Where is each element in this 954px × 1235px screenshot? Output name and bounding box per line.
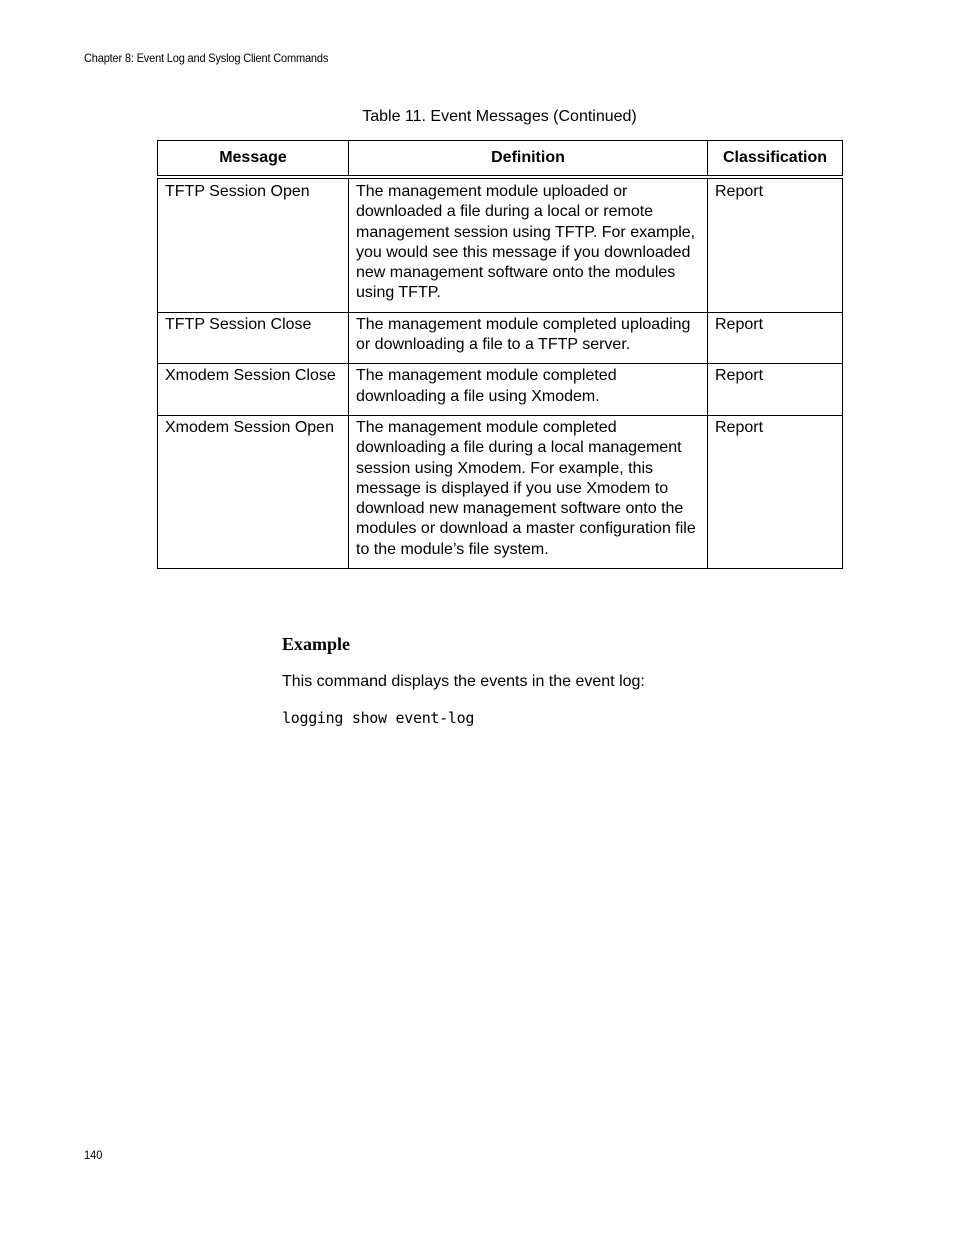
cell-message: TFTP Session Close [158,312,349,364]
cell-classification: Report [708,415,843,568]
cell-definition: The management module completed downloading a file using Xmodem. [349,364,708,416]
column-header-classification: Classification [708,141,843,178]
table-header-row [158,141,843,178]
table-caption: Table 11. Event Messages (Continued) [362,108,637,125]
cell-message: Xmodem Session Open [158,415,349,568]
table-row [158,177,843,312]
table-row [158,312,843,364]
example-heading: Example [282,634,351,654]
cell-definition: The management module completed downloading a file during a local management session using Xmodem. For example, this message is displayed if you use Xmodem to download new management software onto the modules or download a master configuration file to the module’s file system. [349,415,708,568]
column-header-message: Message [158,141,349,178]
column-header-definition: Definition [349,141,708,178]
cell-classification: Report [708,177,843,312]
cell-message: TFTP Session Open [158,177,349,312]
example-description: This command displays the events in the event log: [282,673,645,690]
table-row [158,364,843,416]
command-example: logging show event-log [282,709,475,727]
cell-message: Xmodem Session Close [158,364,349,416]
cell-classification: Report [708,312,843,364]
table-row [158,415,843,568]
running-header: Chapter 8: Event Log and Syslog Client Commands [84,51,329,65]
cell-classification: Report [708,364,843,416]
cell-definition: The management module completed uploading or downloading a file to a TFTP server. [349,312,708,364]
page-number: 140 [84,1148,103,1162]
event-messages-table [157,140,843,569]
cell-definition: The management module uploaded or downloaded a file during a local or remote management session using TFTP. For example, you would see this message if you downloaded new management software onto the modules using TFTP. [349,177,708,312]
